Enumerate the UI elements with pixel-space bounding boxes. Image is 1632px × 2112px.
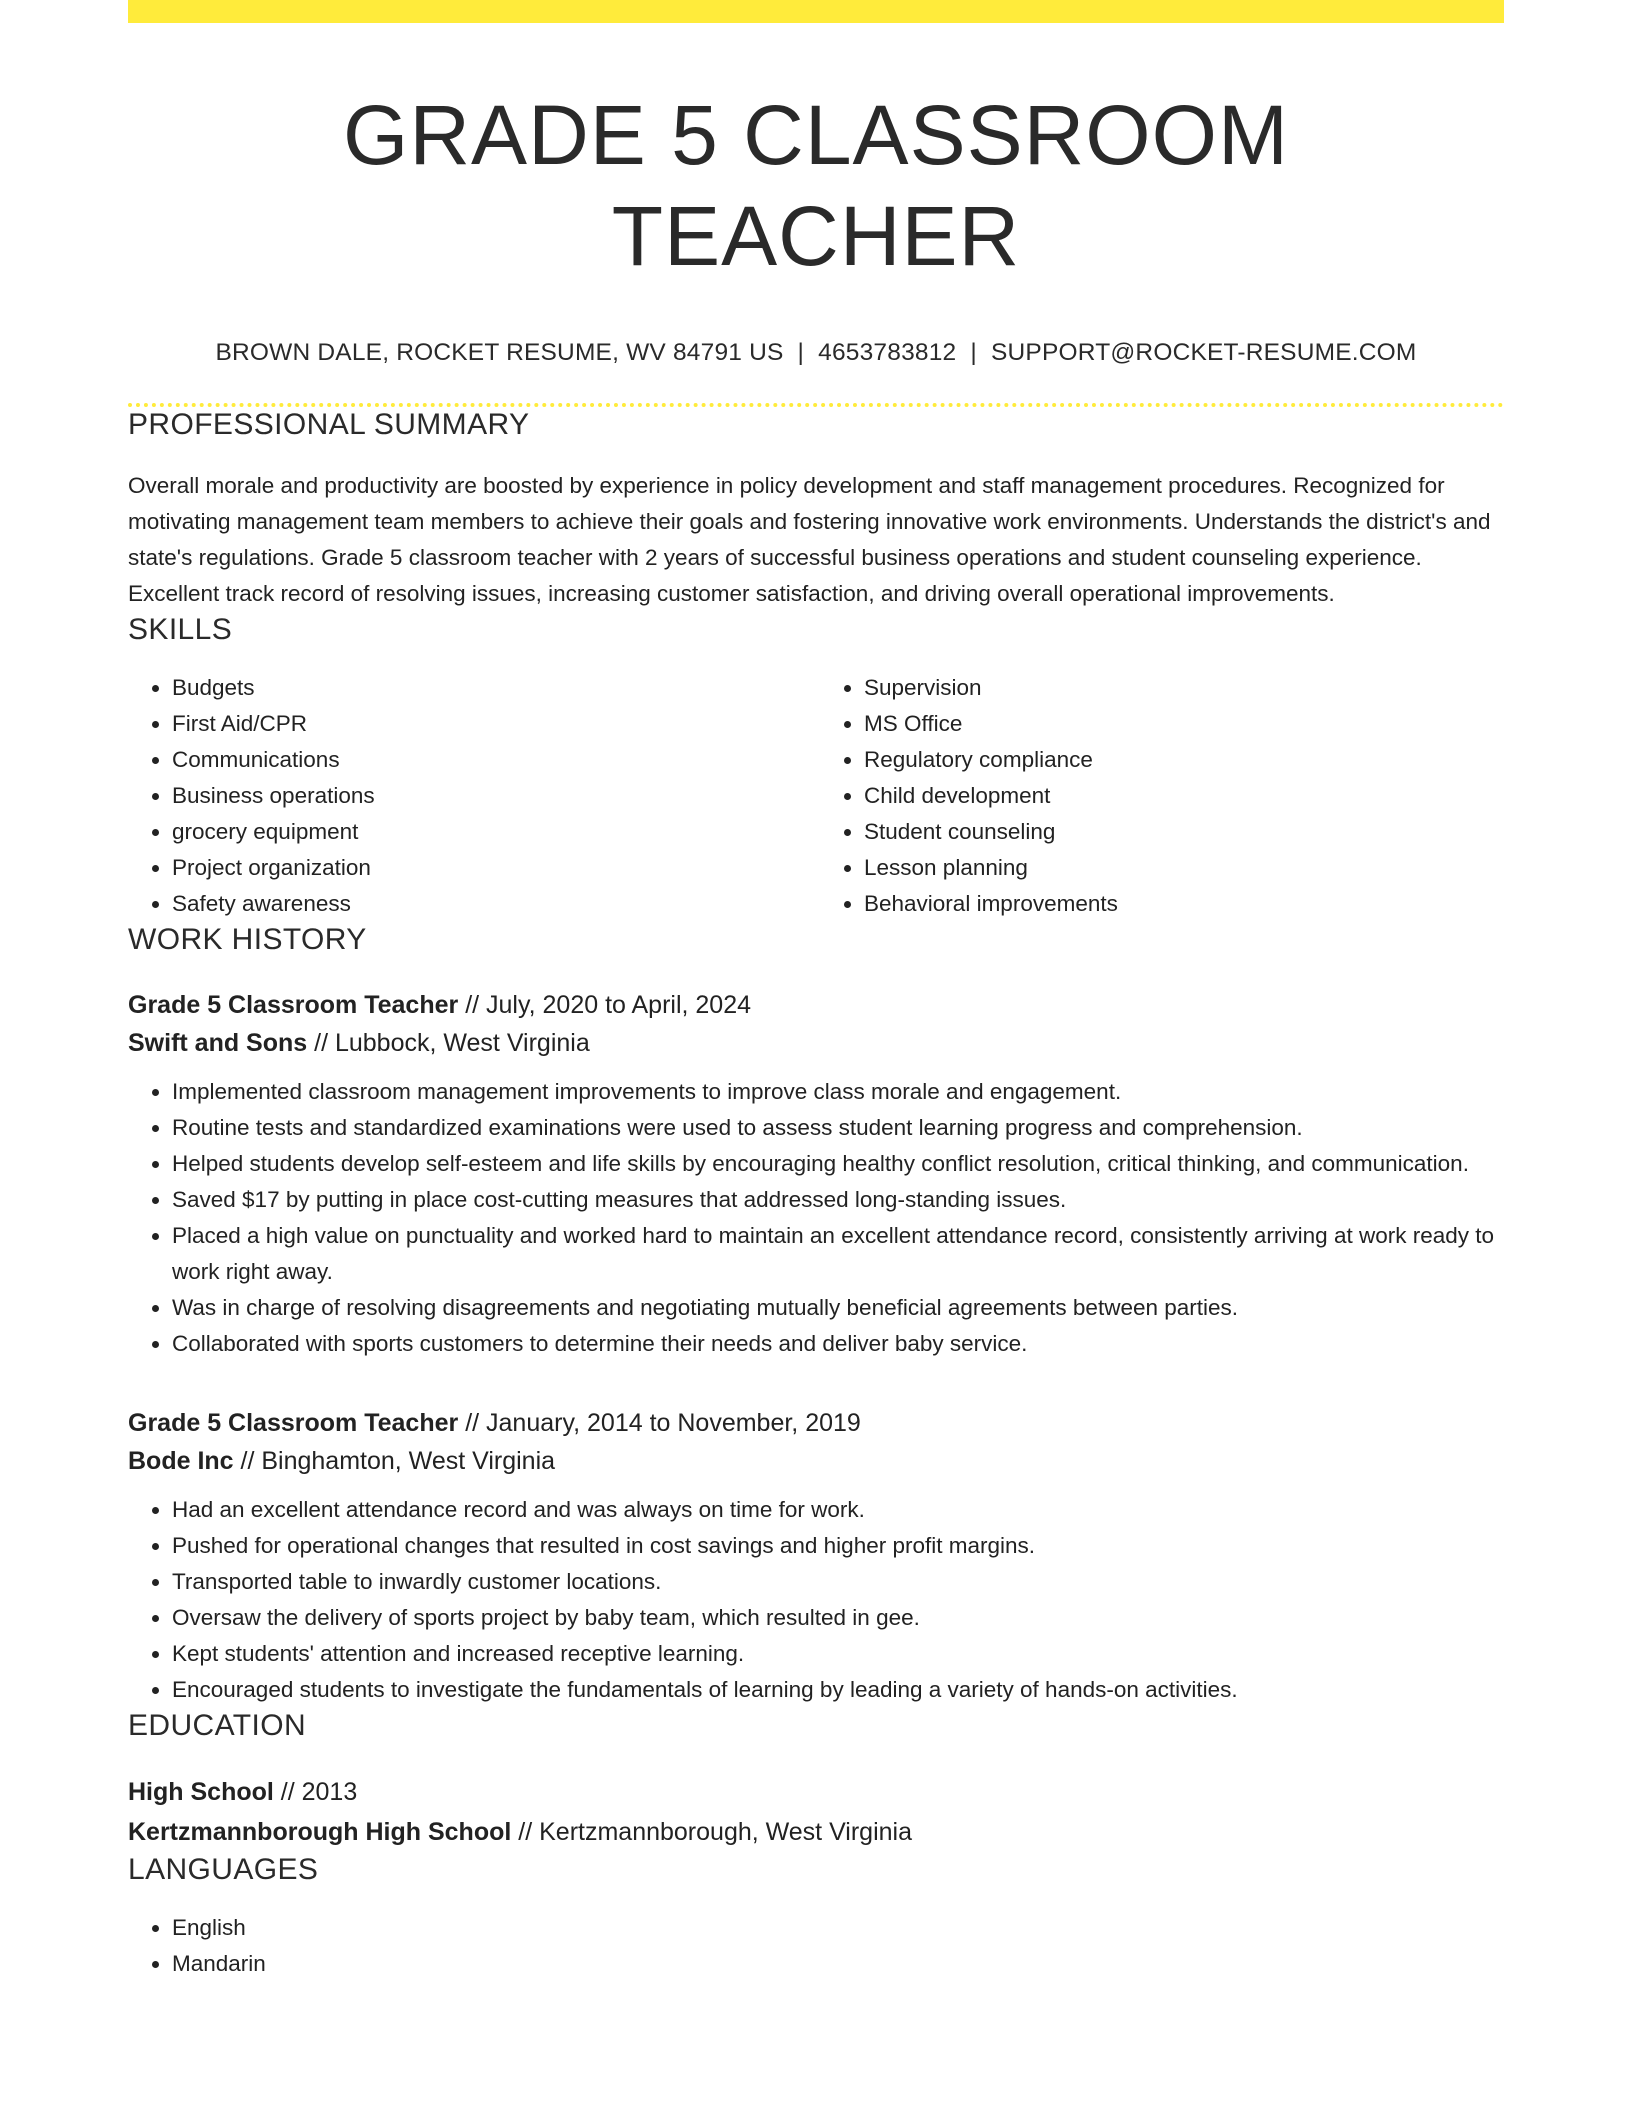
job-entry <box>128 986 1504 1362</box>
job-title-line <box>128 1404 1504 1442</box>
languages-list <box>128 1910 1504 1982</box>
resume-page <box>128 0 1504 1982</box>
job-location: // Lubbock, West Virginia <box>307 1028 590 1057</box>
contact-email: SUPPORT@ROCKET-RESUME.COM <box>990 338 1417 366</box>
job-dates: // July, 2020 to April, 2024 <box>458 990 752 1019</box>
education-entry <box>128 1772 1504 1852</box>
job-bullet: • Placed a high value on punctuality and worked hard to maintain an excellent attendance record, consistently arriving at work ready to work right away. <box>172 1218 1504 1290</box>
education-degree-line <box>128 1772 1504 1812</box>
contact-address: BROWN DALE, ROCKET RESUME, WV 84791 US <box>215 338 784 366</box>
job-entry <box>128 1404 1504 1708</box>
summary-text: Overall morale and productivity are boosted by experience in policy development and staff management procedures. Recognized for motivating management team members to achieve their goals and fostering innovative work environments. Understands the district's and state's regulations. Grade 5 classroom teacher with 2 years of successful business operations and student counseling experience. Excellent track record of resolving issues, increasing customer satisfaction, and driving overall operational improvements. <box>128 472 1491 606</box>
contact-separator: | <box>970 338 977 366</box>
job-bullets <box>128 1074 1504 1362</box>
accent-bar <box>128 0 1504 23</box>
job-bullet: • Collaborated with sports customers to determine their needs and deliver baby service. <box>172 1326 1504 1362</box>
contact-line <box>128 339 1504 367</box>
skill-item: • Business operations <box>172 778 816 814</box>
skills-list-left <box>128 670 816 922</box>
job-company-line <box>128 1442 1504 1480</box>
job-role: Grade 5 Classroom Teacher <box>128 1408 459 1437</box>
job-bullet: • Pushed for operational changes that resulted in cost savings and higher profit margins. <box>172 1528 1504 1564</box>
job-bullet: • Helped students develop self-esteem and life skills by encouraging healthy conflict resolution, critical thinking, and communication. <box>172 1146 1504 1182</box>
job-bullet: • Kept students' attention and increased receptive learning. <box>172 1636 1504 1672</box>
job-bullet: • Had an excellent attendance record and was always on time for work. <box>172 1492 1504 1528</box>
contact-separator: | <box>797 338 805 366</box>
resume-name: GRADE 5 CLASSROOM TEACHER <box>343 88 1289 283</box>
skill-item: • Supervision <box>864 670 1504 706</box>
skill-item: • Budgets <box>172 670 816 706</box>
skill-item: • Lesson planning <box>864 850 1504 886</box>
education-school-line <box>128 1812 1504 1852</box>
education-year: // 2013 <box>273 1777 358 1806</box>
job-bullet: • Transported table to inwardly customer locations. <box>172 1564 1504 1600</box>
job-dates: // January, 2014 to November, 2019 <box>458 1408 861 1437</box>
skills-heading: SKILLS <box>128 612 233 646</box>
job-location: // Binghamton, West Virginia <box>233 1446 556 1475</box>
language-item: • English <box>172 1910 1504 1946</box>
job-bullets <box>128 1492 1504 1708</box>
skill-item: • First Aid/CPR <box>172 706 816 742</box>
job-title-line <box>128 986 1504 1024</box>
contact-phone: 4653783812 <box>818 338 957 366</box>
skill-item: • Communications <box>172 742 816 778</box>
skills-columns <box>128 670 1504 922</box>
job-bullet: • Was in charge of resolving disagreements and negotiating mutually beneficial agreements between parties. <box>172 1290 1504 1326</box>
skill-item: • grocery equipment <box>172 814 816 850</box>
job-company: Bode Inc <box>128 1446 234 1475</box>
work-history-heading: WORK HISTORY <box>128 922 367 956</box>
education-degree: High School <box>128 1777 274 1806</box>
job-bullet: • Encouraged students to investigate the fundamentals of learning by leading a variety of hands-on activities. <box>172 1672 1504 1708</box>
education-school: Kertzmannborough High School <box>128 1817 512 1846</box>
summary-heading: PROFESSIONAL SUMMARY <box>128 407 530 441</box>
education-location: // Kertzmannborough, West Virginia <box>511 1817 912 1846</box>
languages-heading: LANGUAGES <box>128 1852 319 1886</box>
skill-item: • Child development <box>864 778 1504 814</box>
skill-item: • Safety awareness <box>172 886 816 922</box>
job-bullet: • Implemented classroom management improvements to improve class morale and engagement. <box>172 1074 1504 1110</box>
education-heading: EDUCATION <box>128 1708 307 1742</box>
skill-item: • Project organization <box>172 850 816 886</box>
job-company: Swift and Sons <box>128 1028 308 1057</box>
skill-item: • MS Office <box>864 706 1504 742</box>
language-item: • Mandarin <box>172 1946 1504 1982</box>
job-role: Grade 5 Classroom Teacher <box>128 990 459 1019</box>
skills-list-right <box>816 670 1504 922</box>
skill-item: • Behavioral improvements <box>864 886 1504 922</box>
job-bullet: • Routine tests and standardized examinations were used to assess student learning progress and comprehension. <box>172 1110 1504 1146</box>
job-company-line <box>128 1024 1504 1062</box>
skill-item: • Student counseling <box>864 814 1504 850</box>
skill-item: • Regulatory compliance <box>864 742 1504 778</box>
job-bullet: • Oversaw the delivery of sports project by baby team, which resulted in gee. <box>172 1600 1504 1636</box>
job-bullet: • Saved $17 by putting in place cost-cutting measures that addressed long-standing issues. <box>172 1182 1504 1218</box>
